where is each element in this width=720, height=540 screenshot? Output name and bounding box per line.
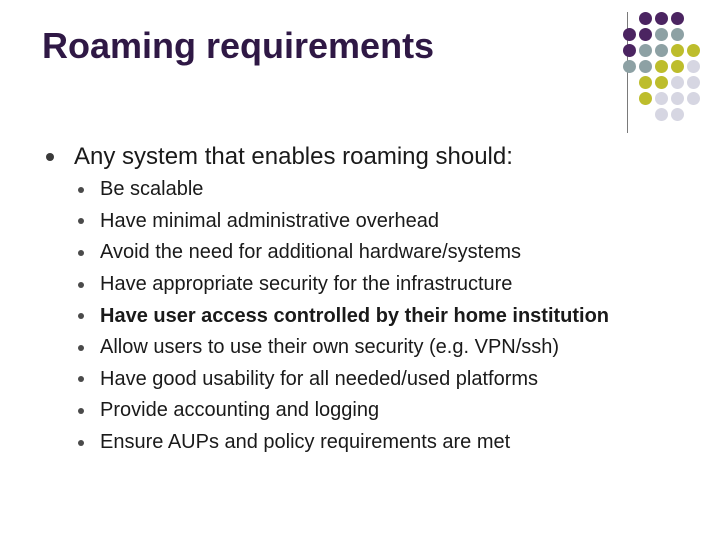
decorative-dot: [671, 76, 684, 89]
decorative-dot: [671, 28, 684, 41]
sub-bullet-item: [78, 395, 609, 427]
decorative-dot: [671, 44, 684, 57]
bullet-icon: [78, 440, 84, 446]
decorative-dot: [655, 28, 668, 41]
decorative-dot: [655, 76, 668, 89]
main-bullet: [46, 142, 513, 172]
decorative-dot: [639, 28, 652, 41]
decorative-dot: [655, 44, 668, 57]
sub-bullet-item: [78, 427, 609, 459]
decorative-dot: [671, 60, 684, 73]
sub-bullet-item: [78, 174, 609, 206]
main-bullet-text: Any system that enables roaming should:: [74, 143, 513, 170]
decorative-dot: [655, 92, 668, 105]
sub-bullet-text: Have appropriate security for the infrastructure: [100, 273, 513, 296]
decorative-dot: [639, 60, 652, 73]
decorative-dot: [687, 44, 700, 57]
decorative-dot: [655, 12, 668, 25]
sub-bullet-item: [78, 332, 609, 364]
bullet-icon: [78, 408, 84, 414]
sub-bullet-text: Ensure AUPs and policy requirements are met: [100, 431, 511, 454]
bullet-icon: [78, 376, 84, 382]
bullet-icon: [78, 250, 84, 256]
decorative-dot: [623, 28, 636, 41]
bullet-icon: [78, 282, 84, 288]
sub-bullet-text: Be scalable: [100, 178, 204, 201]
sub-bullet-text: Avoid the need for additional hardware/systems: [100, 241, 521, 264]
decorative-dot: [623, 60, 636, 73]
decorative-dot: [655, 60, 668, 73]
sub-bullet-text: Allow users to use their own security (e.g. VPN/ssh): [100, 336, 560, 359]
sub-bullet-text: Provide accounting and logging: [100, 399, 380, 422]
sub-bullet-item: [78, 300, 609, 332]
bullet-icon: [78, 345, 84, 351]
decorative-dot: [639, 44, 652, 57]
decorative-dot-grid: [0, 0, 720, 140]
bullet-icon: [78, 313, 84, 319]
decorative-dot: [671, 108, 684, 121]
sub-bullet-text: Have user access controlled by their home institution: [100, 304, 610, 327]
sub-bullet-item: [78, 269, 609, 301]
decorative-dot: [687, 76, 700, 89]
sub-bullet-list: [78, 174, 609, 458]
decorative-dot: [687, 60, 700, 73]
decorative-dot: [671, 92, 684, 105]
sub-bullet-text: Have minimal administrative overhead: [100, 209, 440, 232]
sub-bullet-item: [78, 364, 609, 396]
sub-bullet-text: Have good usability for all needed/used platforms: [100, 367, 539, 390]
decorative-dot: [639, 76, 652, 89]
decorative-dot: [687, 92, 700, 105]
decorative-dot: [639, 12, 652, 25]
bullet-icon: [78, 218, 84, 224]
decorative-dot: [639, 92, 652, 105]
slide-title: Roaming requirements: [42, 25, 435, 66]
decorative-dot: [623, 44, 636, 57]
decorative-dot: [655, 108, 668, 121]
sub-bullet-item: [78, 206, 609, 238]
bullet-icon: [46, 153, 54, 161]
sub-bullet-item: [78, 237, 609, 269]
decorative-dot: [671, 12, 684, 25]
bullet-icon: [78, 187, 84, 193]
